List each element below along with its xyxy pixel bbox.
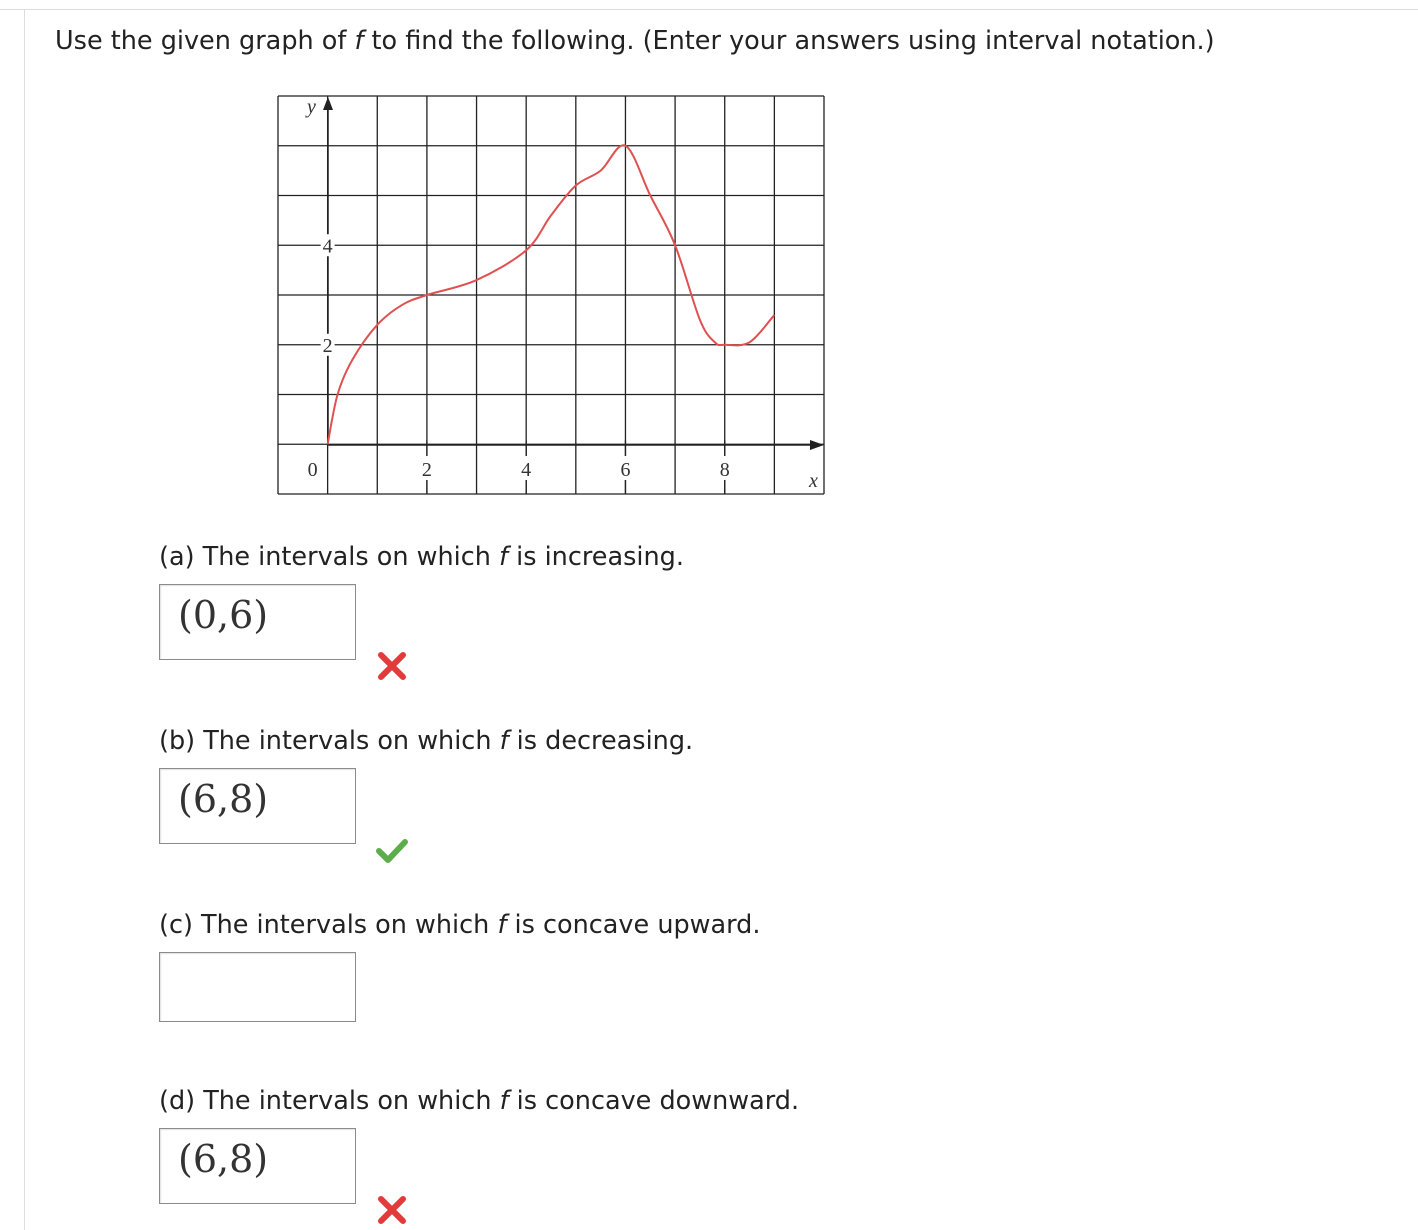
x-tick-label: 8 xyxy=(719,459,730,481)
y-axis-arrow xyxy=(323,97,333,110)
part-a-answer-input[interactable] xyxy=(159,584,356,660)
top-divider xyxy=(0,9,1418,10)
question-text xyxy=(55,22,1215,60)
x-tick-label: 0 xyxy=(307,459,318,481)
part-d-label: (d) The intervals on which f is concave downward. xyxy=(159,1086,800,1116)
y-tick-label: 2 xyxy=(322,334,333,357)
y-tick-label: 4 xyxy=(322,235,333,258)
question-suffix: to find the following. (Enter your answers using interval notation.) xyxy=(363,26,1215,56)
function-graph xyxy=(276,94,828,498)
x-tick-label: 6 xyxy=(620,459,631,481)
part-b-answer-value: (6,8) xyxy=(178,777,269,821)
y-axis-label: y xyxy=(307,96,316,118)
part-d-answer-value: (6,8) xyxy=(178,1137,269,1181)
part-c-answer-input[interactable] xyxy=(159,952,356,1022)
question-function-name: f xyxy=(354,26,364,56)
part-a-answer-value: (0,6) xyxy=(178,593,269,637)
incorrect-x-icon xyxy=(376,1195,408,1225)
part-a-label: (a) The intervals on which f is increasing. xyxy=(159,542,684,572)
graph-grid xyxy=(278,96,824,494)
part-b-label: (b) The intervals on which f is decreasing. xyxy=(159,726,694,756)
x-axis-label: x xyxy=(809,470,818,492)
part-b-answer-input[interactable] xyxy=(159,768,356,844)
correct-checkmark-icon xyxy=(376,836,408,866)
part-d-answer-input[interactable] xyxy=(159,1128,356,1204)
x-tick-label: 2 xyxy=(421,459,432,481)
question-prefix: Use the given graph of xyxy=(55,26,355,56)
x-tick-label: 4 xyxy=(521,459,532,481)
x-axis-arrow xyxy=(810,440,824,450)
part-c-label: (c) The intervals on which f is concave upward. xyxy=(159,910,761,940)
incorrect-x-icon xyxy=(376,651,408,681)
left-divider xyxy=(24,9,25,1230)
